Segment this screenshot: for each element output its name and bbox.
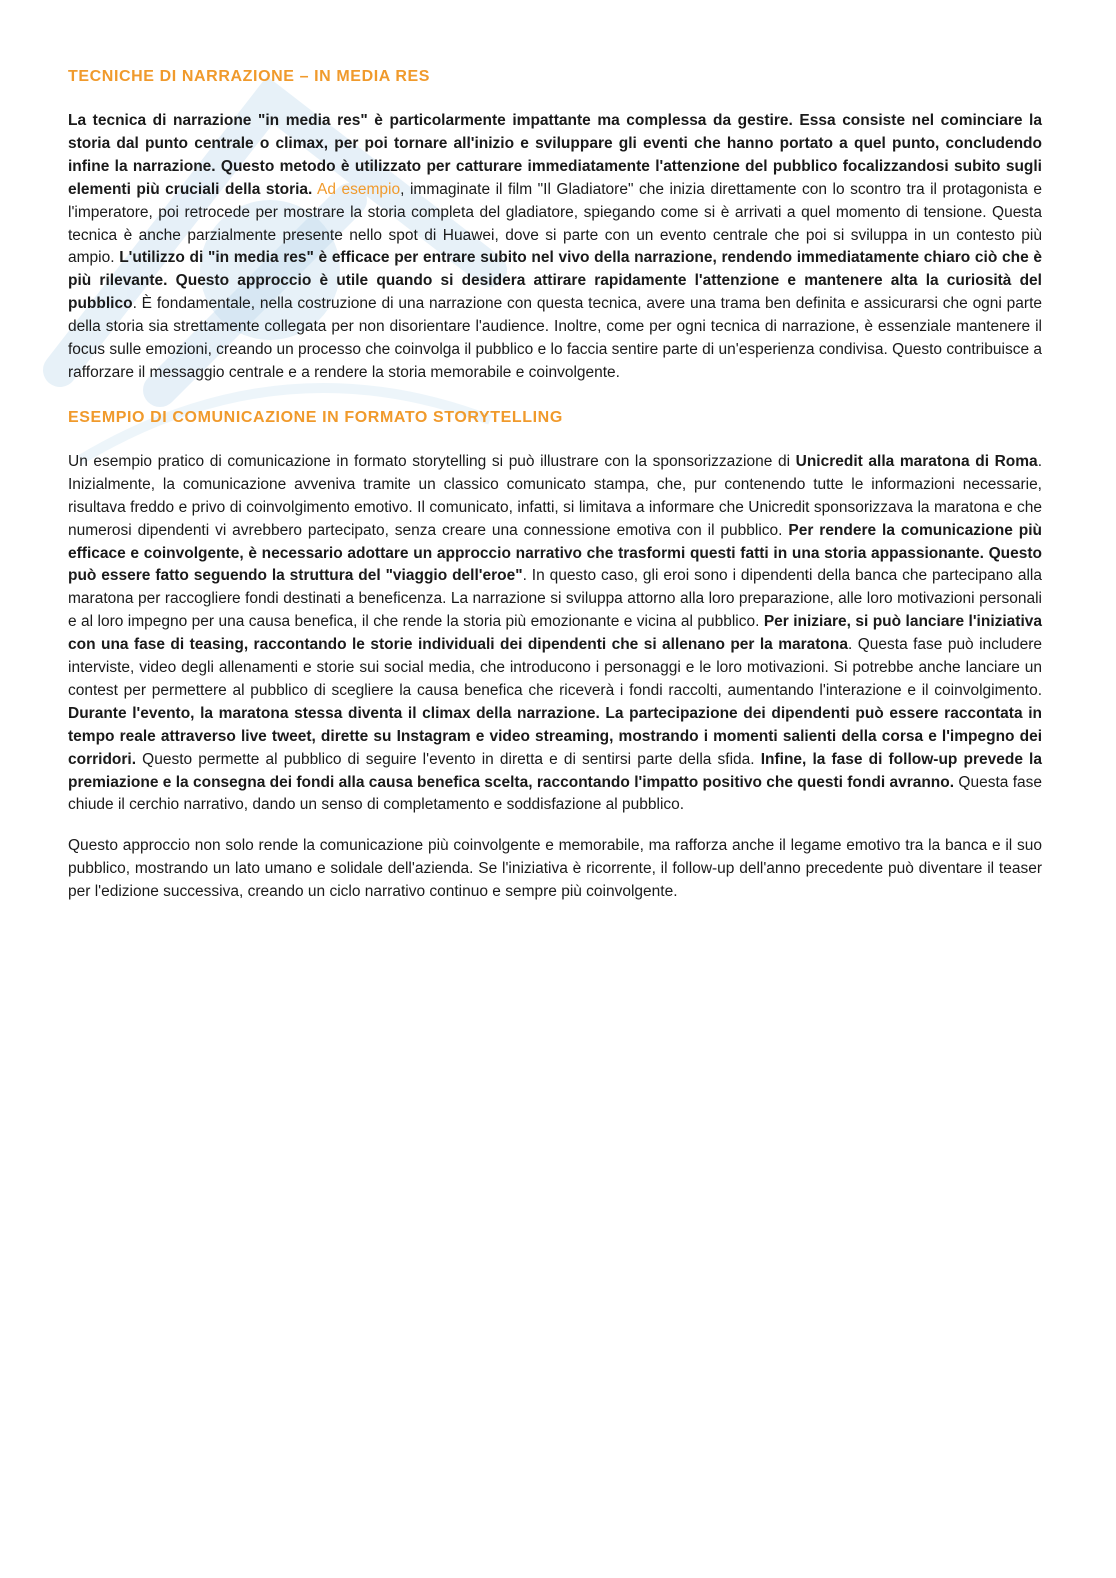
- paragraph-closing: Questo approccio non solo rende la comunicazione più coinvolgente e memorabile, ma rafforza anche il legame emotivo tra la banca e il suo pubblico, mostrando un lato umano e solidale dell'azienda. Se l'iniziativa è ricorrente, il follow-up dell'anno precedente può diventare il teaser per l'edizione successiva, creando un ciclo narrativo continuo e sempre più coinvolgente.: [68, 837, 1042, 901]
- accent-text-span: Ad esempio: [317, 180, 401, 198]
- paragraph-unicredit-example: [68, 451, 1042, 818]
- text-span: Questo permette al pubblico di seguire l'evento in diretta e di sentirsi parte della sfida.: [136, 750, 761, 768]
- bold-text-span: La tecnica di narrazione "in media res" è particolarmente impattante ma complessa da gestire. Essa consiste nel cominciare la storia dal punto centrale o climax, per poi tornare all'inizio e sviluppare gli eventi che hanno portato a quel punto, concludendo infine la narrazione. Questo metodo è utilizzato per catturare immediatamente l'attenzione del pubblico focalizzandosi subito sugli elementi più cruciali della storia.: [68, 112, 1042, 198]
- text-span: . È fondamentale, nella costruzione di una narrazione con questa tecnica, avere una trama ben definita e assicurarsi che ogni parte della storia sia strettamente collegata per non disorientare l'audience. Inoltre, come per ogni tecnica di narrazione, è essenziale mantenere il focus sulle emozioni, creando un processo che coinvolga il pubblico e lo faccia sentire parte di un'esperienza condivisa. Questo contribuisce a rafforzare il messaggio centrale e a rendere la storia memorabile e coinvolgente.: [68, 295, 1042, 381]
- text-span: Questa fase chiude il cerchio narrativo, dando un senso di completamento e soddisfazione al pubblico.: [68, 773, 1042, 814]
- text-span: . Questa fase può includere interviste, video degli allenamenti e storie sui social media, che introducono i personaggi e le loro motivazioni. Si potrebbe anche lanciare un contest per permettere al pubblico di scegliere la causa benefica che riceverà i fondi raccolti, aumentando l'interazione e il coinvolgimento.: [68, 636, 1042, 699]
- bold-text-span: L'utilizzo di "in media res" è efficace per entrare subito nel vivo della narrazione, rendendo immediatamente chiaro ciò che è più rilevante. Questo approccio è utile quando si desidera attirare rapidamente l'attenzione e mantenere alta la curiosità del pubblico: [68, 249, 1042, 313]
- paragraph-in-media-res: [68, 110, 1042, 385]
- section-heading-in-media-res: TECNICHE DI NARRAZIONE – IN MEDIA RES: [68, 68, 431, 85]
- text-span: , immaginate il film "Il Gladiatore" che inizia direttamente con lo scontro tra il protagonista e l'imperatore, poi retrocede per mostrare la storia completa del gladiatore, spiegando come si è arrivati a quel momento di tensione. Questa tecnica è anche parzialmente presente nello spot di Huawei, dove si parte con un evento centrale che poi si sviluppa in un contesto più ampio.: [68, 180, 1042, 267]
- bold-text-span: Infine, la fase di follow-up prevede la premiazione e la consegna dei fondi alla causa benefica scelta, raccontando l'impatto positivo che questi fondi avranno.: [68, 750, 1042, 791]
- bold-text-span: Durante l'evento, la maratona stessa diventa il climax della narrazione. La partecipazione dei dipendenti può essere raccontata in tempo reale attraverso live tweet, dirette su Instagram e video streaming, mostrando i momenti salienti della corsa e l'impegno dei corridori.: [68, 704, 1042, 768]
- document-page: [68, 62, 1042, 922]
- text-span: Un esempio pratico di comunicazione in formato storytelling si può illustrare con la sponsorizzazione di: [68, 452, 796, 470]
- bold-text-span: Unicredit alla maratona di Roma: [795, 452, 1038, 470]
- bold-text-span: Per rendere la comunicazione più efficace e coinvolgente, è necessario adottare un approccio narrativo che trasformi questi fatti in una storia appassionante. Questo può essere fatto seguendo la struttura del "viaggio dell'eroe": [68, 521, 1042, 585]
- section-heading-storytelling-example: ESEMPIO DI COMUNICAZIONE IN FORMATO STORYTELLING: [68, 408, 563, 426]
- text-span: . In questo caso, gli eroi sono i dipendenti della banca che partecipano alla maratona per raccogliere fondi destinati a beneficenza. La narrazione si sviluppa attorno alla loro preparazione, alle loro motivazioni personali e al loro impegno per una causa benefica, il che rende la storia più emozionante e vicina al pubblico.: [68, 567, 1042, 631]
- text-span: . Inizialmente, la comunicazione avveniva tramite un classico comunicato stampa, che, pur contenendo tutte le informazioni necessarie, risultava freddo e privo di coinvolgimento emotivo. Il comunicato, infatti, si limitava a informare che Unicredit sponsorizzava la maratona e che numerosi dipendenti vi avrebbero partecipato, senza creare una connessione emotiva con il pubblico.: [68, 452, 1042, 539]
- bold-text-span: Per iniziare, si può lanciare l'iniziativa con una fase di teasing, raccontando le storie individuali dei dipendenti che si allenano per la maratona: [68, 613, 1043, 654]
